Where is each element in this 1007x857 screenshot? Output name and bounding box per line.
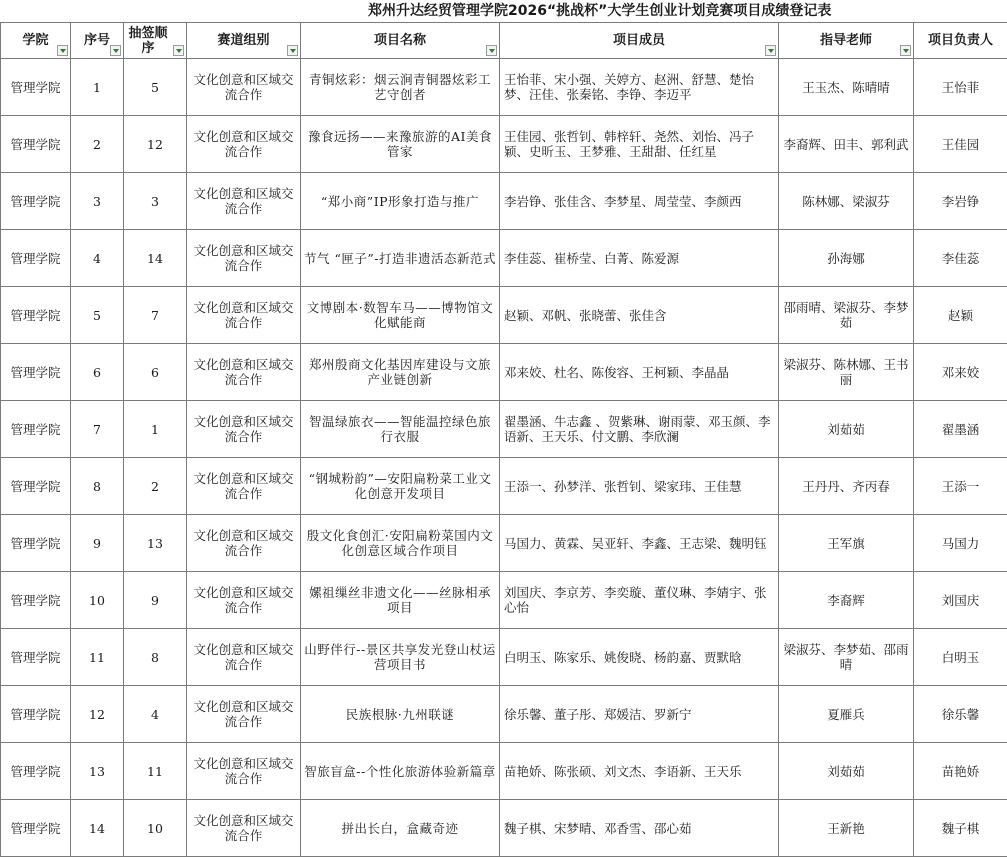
cell-project-name[interactable]: 殷文化食创汇·安阳扁粉菜国内文化创意区域合作项目 bbox=[301, 515, 500, 572]
col-header-leader bbox=[914, 23, 1007, 59]
cell-college[interactable]: 管理学院 bbox=[1, 629, 71, 686]
cell-draw-order[interactable]: 14 bbox=[124, 230, 187, 287]
cell-members[interactable]: 王添一、孙梦洋、张哲钊、梁家玮、王佳慧 bbox=[500, 458, 779, 515]
cell-leader[interactable]: 王怡菲 bbox=[914, 59, 1007, 116]
cell-advisor[interactable]: 李裔辉、田丰、郭利武 bbox=[779, 116, 914, 173]
col-header-members bbox=[500, 23, 779, 59]
cell-track[interactable]: 文化创意和区域交流合作 bbox=[187, 173, 301, 230]
cell-seq[interactable]: 9 bbox=[71, 515, 124, 572]
cell-seq[interactable]: 1 bbox=[71, 59, 124, 116]
cell-seq[interactable]: 10 bbox=[71, 572, 124, 629]
cell-draw-order[interactable]: 3 bbox=[124, 173, 187, 230]
cell-advisor[interactable]: 刘茹茹 bbox=[779, 401, 914, 458]
cell-seq[interactable]: 8 bbox=[71, 458, 124, 515]
table-row bbox=[1, 230, 1007, 287]
cell-college[interactable]: 管理学院 bbox=[1, 800, 71, 857]
col-header-seq-label: 序号 bbox=[83, 33, 110, 48]
cell-members[interactable]: 邓来姣、杜名、陈俊容、王柯颖、李晶晶 bbox=[500, 344, 779, 401]
cell-leader[interactable]: 李佳蕊 bbox=[914, 230, 1007, 287]
cell-college[interactable]: 管理学院 bbox=[1, 458, 71, 515]
cell-draw-order[interactable]: 8 bbox=[124, 629, 187, 686]
col-header-members-label: 项目成员 bbox=[612, 33, 665, 48]
cell-college[interactable]: 管理学院 bbox=[1, 686, 71, 743]
filter-dropdown-icon[interactable] bbox=[765, 45, 776, 56]
cell-track[interactable]: 文化创意和区域交流合作 bbox=[187, 59, 301, 116]
table-row bbox=[1, 572, 1007, 629]
cell-project-name[interactable]: 青铜炫彩：烟云涧青铜器炫彩工艺守创者 bbox=[301, 59, 500, 116]
cell-leader[interactable]: 王佳园 bbox=[914, 116, 1007, 173]
cell-track[interactable]: 文化创意和区域交流合作 bbox=[187, 743, 301, 800]
cell-track[interactable]: 文化创意和区域交流合作 bbox=[187, 287, 301, 344]
cell-draw-order[interactable]: 1 bbox=[124, 401, 187, 458]
cell-leader[interactable]: 翟墨涵 bbox=[914, 401, 1007, 458]
cell-members[interactable]: 李岩铮、张佳含、李梦星、周莹莹、李颜西 bbox=[500, 173, 779, 230]
cell-project-name[interactable]: “郑小商”IP形象打造与推广 bbox=[301, 173, 500, 230]
cell-project-name[interactable]: 嫘祖缫丝非遗文化——丝脉相承项目 bbox=[301, 572, 500, 629]
cell-draw-order[interactable]: 4 bbox=[124, 686, 187, 743]
cell-members[interactable]: 刘国庆、李京芳、李奕璇、董仪琳、李婧宇、张心怡 bbox=[500, 572, 779, 629]
col-header-draw-order bbox=[124, 23, 187, 59]
filter-dropdown-icon[interactable] bbox=[57, 45, 68, 56]
cell-leader[interactable]: 刘国庆 bbox=[914, 572, 1007, 629]
cell-draw-order[interactable]: 12 bbox=[124, 116, 187, 173]
cell-advisor[interactable]: 王玉杰、陈晴晴 bbox=[779, 59, 914, 116]
cell-leader[interactable]: 徐乐馨 bbox=[914, 686, 1007, 743]
table-row bbox=[1, 743, 1007, 800]
table-row bbox=[1, 344, 1007, 401]
cell-advisor[interactable]: 刘茹茹 bbox=[779, 743, 914, 800]
filter-dropdown-icon[interactable] bbox=[173, 45, 184, 56]
cell-members[interactable]: 马国力、黄霖、吴亚轩、李鑫、王志梁、魏明钰 bbox=[500, 515, 779, 572]
cell-college[interactable]: 管理学院 bbox=[1, 116, 71, 173]
cell-project-name[interactable]: 拼出长白，盒藏奇迹 bbox=[301, 800, 500, 857]
cell-leader[interactable]: 李岩铮 bbox=[914, 173, 1007, 230]
cell-draw-order[interactable]: 6 bbox=[124, 344, 187, 401]
header-row bbox=[1, 23, 1007, 59]
cell-members[interactable]: 王怡菲、宋小强、关婷方、赵洲、舒慧、楚怡梦、汪佳、张秦铭、李铮、李迈平 bbox=[500, 59, 779, 116]
cell-college[interactable]: 管理学院 bbox=[1, 515, 71, 572]
col-header-college-label: 学院 bbox=[22, 33, 49, 48]
cell-track[interactable]: 文化创意和区域交流合作 bbox=[187, 401, 301, 458]
cell-project-name[interactable]: 智温绿旅衣——智能温控绿色旅行衣服 bbox=[301, 401, 500, 458]
col-header-advisor bbox=[779, 23, 914, 59]
cell-members[interactable]: 魏子棋、宋梦晴、邓香雪、邵心茹 bbox=[500, 800, 779, 857]
col-header-track-label: 赛道组别 bbox=[217, 33, 270, 48]
col-header-project-name bbox=[301, 23, 500, 59]
cell-project-name[interactable]: “钢城粉韵”—安阳扁粉菜工业文化创意开发项目 bbox=[301, 458, 500, 515]
table-row bbox=[1, 173, 1007, 230]
cell-members[interactable]: 王佳园、张哲钊、韩梓轩、尧然、刘怡、冯子颖、史昕玉、王梦雅、王甜甜、任红星 bbox=[500, 116, 779, 173]
cell-members[interactable]: 白明玉、陈家乐、姚俊晓、杨韵嘉、贾默晗 bbox=[500, 629, 779, 686]
cell-seq[interactable]: 6 bbox=[71, 344, 124, 401]
cell-advisor[interactable]: 陈林娜、梁淑芬 bbox=[779, 173, 914, 230]
cell-leader[interactable]: 邓来姣 bbox=[914, 344, 1007, 401]
cell-advisor[interactable]: 邵雨晴、梁淑芬、李梦茹 bbox=[779, 287, 914, 344]
cell-project-name[interactable]: 智旅盲盒--个性化旅游体验新篇章 bbox=[301, 743, 500, 800]
cell-draw-order[interactable]: 5 bbox=[124, 59, 187, 116]
cell-leader[interactable]: 马国力 bbox=[914, 515, 1007, 572]
cell-draw-order[interactable]: 2 bbox=[124, 458, 187, 515]
cell-seq[interactable]: 12 bbox=[71, 686, 124, 743]
cell-college[interactable]: 管理学院 bbox=[1, 572, 71, 629]
cell-track[interactable]: 文化创意和区域交流合作 bbox=[187, 458, 301, 515]
cell-track[interactable]: 文化创意和区域交流合作 bbox=[187, 344, 301, 401]
cell-leader[interactable]: 魏子棋 bbox=[914, 800, 1007, 857]
cell-seq[interactable]: 7 bbox=[71, 401, 124, 458]
table-row bbox=[1, 401, 1007, 458]
cell-advisor[interactable]: 李裔辉 bbox=[779, 572, 914, 629]
cell-seq[interactable]: 14 bbox=[71, 800, 124, 857]
cell-leader[interactable]: 赵颖 bbox=[914, 287, 1007, 344]
table-row bbox=[1, 287, 1007, 344]
table-row bbox=[1, 458, 1007, 515]
cell-track[interactable]: 文化创意和区域交流合作 bbox=[187, 686, 301, 743]
cell-leader[interactable]: 王添一 bbox=[914, 458, 1007, 515]
cell-members[interactable]: 翟墨涵、牛志鑫 、贺紫琳、谢雨蒙、邓玉颜、李语新、王天乐、付文鹏、李欣澜 bbox=[500, 401, 779, 458]
table-row bbox=[1, 59, 1007, 116]
filter-dropdown-icon[interactable] bbox=[287, 45, 298, 56]
cell-members[interactable]: 赵颖、邓帆、张晓蕾、张佳含 bbox=[500, 287, 779, 344]
cell-track[interactable]: 文化创意和区域交流合作 bbox=[187, 800, 301, 857]
filter-dropdown-icon[interactable] bbox=[486, 45, 497, 56]
cell-seq[interactable]: 5 bbox=[71, 287, 124, 344]
cell-college[interactable]: 管理学院 bbox=[1, 344, 71, 401]
cell-project-name[interactable]: 山野伴行--景区共享发光登山杖运营项目书 bbox=[301, 629, 500, 686]
col-header-seq bbox=[71, 23, 124, 59]
cell-draw-order[interactable]: 13 bbox=[124, 515, 187, 572]
cell-track[interactable]: 文化创意和区域交流合作 bbox=[187, 629, 301, 686]
filter-dropdown-icon[interactable] bbox=[900, 45, 911, 56]
cell-advisor[interactable]: 夏雁兵 bbox=[779, 686, 914, 743]
cell-seq[interactable]: 4 bbox=[71, 230, 124, 287]
cell-leader[interactable]: 白明玉 bbox=[914, 629, 1007, 686]
table-row bbox=[1, 515, 1007, 572]
cell-members[interactable]: 苗艳娇、陈张硕、刘文杰、李语新、王天乐 bbox=[500, 743, 779, 800]
cell-track[interactable]: 文化创意和区域交流合作 bbox=[187, 515, 301, 572]
cell-draw-order[interactable]: 10 bbox=[124, 800, 187, 857]
table-row bbox=[1, 686, 1007, 743]
cell-members[interactable]: 徐乐馨、董子彤、郑媛洁、罗新宁 bbox=[500, 686, 779, 743]
col-header-advisor-label: 指导老师 bbox=[819, 33, 872, 48]
col-header-draw-order-line1: 抽签顺 bbox=[128, 25, 168, 41]
cell-track[interactable]: 文化创意和区域交流合作 bbox=[187, 116, 301, 173]
table-row bbox=[1, 116, 1007, 173]
cell-project-name[interactable]: 郑州殷商文化基因库建设与文旅产业链创新 bbox=[301, 344, 500, 401]
cell-college[interactable]: 管理学院 bbox=[1, 743, 71, 800]
cell-seq[interactable]: 13 bbox=[71, 743, 124, 800]
col-header-leader-label: 项目负责人 bbox=[927, 33, 993, 48]
cell-advisor[interactable]: 王丹丹、齐丙春 bbox=[779, 458, 914, 515]
cell-seq[interactable]: 3 bbox=[71, 173, 124, 230]
cell-track[interactable]: 文化创意和区域交流合作 bbox=[187, 572, 301, 629]
cell-project-name[interactable]: 豫食远扬——来豫旅游的AI美食管家 bbox=[301, 116, 500, 173]
cell-advisor[interactable]: 王军旗 bbox=[779, 515, 914, 572]
cell-project-name[interactable]: 文博剧本·数智车马——博物馆文化赋能商 bbox=[301, 287, 500, 344]
table-body bbox=[1, 59, 1007, 857]
cell-college[interactable]: 管理学院 bbox=[1, 230, 71, 287]
cell-college[interactable]: 管理学院 bbox=[1, 287, 71, 344]
cell-seq[interactable]: 11 bbox=[71, 629, 124, 686]
cell-college[interactable]: 管理学院 bbox=[1, 173, 71, 230]
cell-draw-order[interactable]: 7 bbox=[124, 287, 187, 344]
cell-leader[interactable]: 苗艳娇 bbox=[914, 743, 1007, 800]
cell-draw-order[interactable]: 11 bbox=[124, 743, 187, 800]
table-row bbox=[1, 800, 1007, 857]
score-table bbox=[0, 22, 1007, 857]
cell-advisor[interactable]: 梁淑芬、陈林娜、王书丽 bbox=[779, 344, 914, 401]
cell-advisor[interactable]: 王新艳 bbox=[779, 800, 914, 857]
cell-seq[interactable]: 2 bbox=[71, 116, 124, 173]
col-header-track bbox=[187, 23, 301, 59]
cell-project-name[interactable]: 节气 “匣子”-打造非遗活态新范式 bbox=[301, 230, 500, 287]
col-header-college bbox=[1, 23, 71, 59]
cell-college[interactable]: 管理学院 bbox=[1, 401, 71, 458]
cell-advisor[interactable]: 孙海娜 bbox=[779, 230, 914, 287]
cell-advisor[interactable]: 梁淑芬、李梦茹、邵雨晴 bbox=[779, 629, 914, 686]
sheet-title: 郑州升达经贸管理学院2026“挑战杯”大学生创业计划竞赛项目成绩登记表 bbox=[368, 3, 832, 19]
col-header-project-name-label: 项目名称 bbox=[373, 33, 426, 48]
table-row bbox=[1, 629, 1007, 686]
cell-project-name[interactable]: 民族根脉·九州联谜 bbox=[301, 686, 500, 743]
cell-members[interactable]: 李佳蕊、崔桥莹、白菁、陈爱源 bbox=[500, 230, 779, 287]
cell-draw-order[interactable]: 9 bbox=[124, 572, 187, 629]
col-header-draw-order-line2: 序 bbox=[141, 40, 155, 56]
filter-dropdown-icon[interactable] bbox=[110, 45, 121, 56]
cell-track[interactable]: 文化创意和区域交流合作 bbox=[187, 230, 301, 287]
cell-college[interactable]: 管理学院 bbox=[1, 59, 71, 116]
